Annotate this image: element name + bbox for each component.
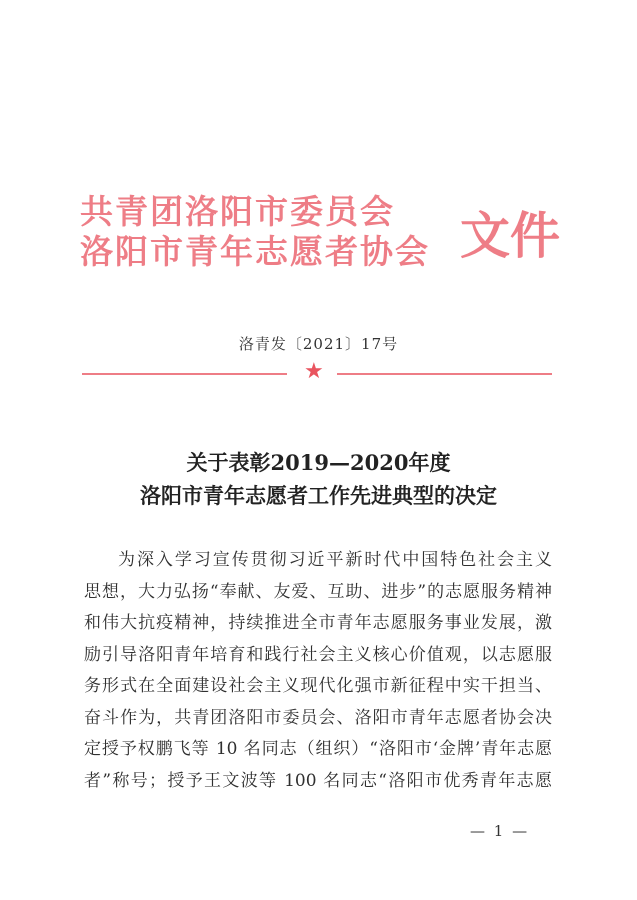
body-paragraph [84,545,552,797]
body-line: 思想，大力弘扬“奉献、友爱、互助、进步”的志愿服务精神 [84,581,552,602]
body-line: 奋斗作为，共青团洛阳市委员会、洛阳市青年志愿者协会决 [84,707,552,728]
document-title [0,446,637,512]
body-line: 务形式在全面建设社会主义现代化强市新征程中实干担当、 [84,676,552,696]
org-name-line-2: 洛阳市青年志愿者协会 [80,232,430,271]
divider-line-left [82,373,287,375]
title-line-2: 洛阳市青年志愿者工作先进典型的决定 [140,483,497,508]
body-line: 和伟大抗疫精神，持续推进全市青年志愿服务事业发展，激 [84,613,552,633]
body-line: 励引导洛阳青年培育和践行社会主义核心价值观，以志愿服 [84,644,552,665]
body-line: 者”称号；授予王文波等 100 名同志“洛阳市优秀青年志愿 [84,770,552,791]
red-divider [82,359,552,384]
org-name-line-1: 共青团洛阳市委员会 [80,192,395,231]
body-line: 为深入学习宣传贯彻习近平新时代中国特色社会主义 [118,550,552,570]
issuing-organizations [80,192,430,272]
document-header [80,192,560,282]
document-number: 洛青发〔2021〕17号 [238,335,399,353]
page-number: — 1 — [470,822,530,840]
body-line: 定授予权鹏飞等 10 名同志（组织）“洛阳市‘金牌’青年志愿 [84,739,552,759]
divider-line-right [337,373,552,375]
document-type-label: 文件 [460,207,560,265]
title-line-1: 关于表彰2019—2020年度 [186,450,451,475]
star-icon: ★ [304,359,324,384]
